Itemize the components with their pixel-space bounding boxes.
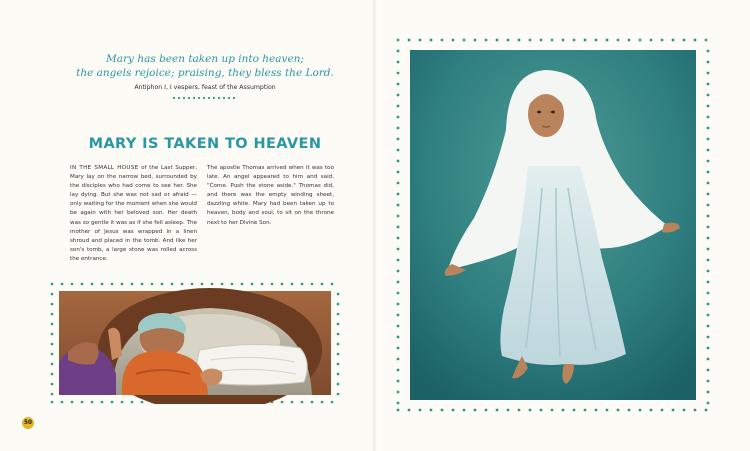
epigraph-source: Antiphon I, I vespers, feast of the Assumption — [134, 84, 276, 91]
epigraph-line-1: Mary has been taken up into heaven; — [106, 53, 304, 65]
chapter-title: MARY IS TAKEN TO HEAVEN — [88, 136, 322, 152]
page-number: 50 — [22, 417, 34, 429]
epigraph — [70, 52, 340, 100]
lead-in: IN THE SMALL HOUSE — [70, 165, 139, 171]
assumption-illustration — [396, 38, 710, 413]
dotted-divider — [172, 96, 238, 100]
body-column-1 — [70, 164, 197, 264]
tomb-illustration — [50, 282, 340, 404]
body-column-1-text: of the Last Supper, Mary lay on the narrow bed, surrounded by the disciples who had come to see her. She lay dying. But she was not sad or afraid — only waiting for the moment when she would be again with her beloved son. Her death was so gentle it was as if she fell asleep. The mother of Jesus was wrapped in a linen shroud and placed in the tomb. And like her son's tomb, a large stone was rolled across the entrance. — [70, 165, 197, 262]
page-gutter — [373, 0, 377, 451]
epigraph-line-2: the angels rejoice; praising, they bless the Lord. — [76, 67, 334, 79]
body-column-2: The apostle Thomas arrived when it was too late. An angel appeared to him and said, "Come. Push the stone aside." Thomas did, and there was the empty winding sheet, dazzling white. Mary had been taken up to heaven, body and soul, to sit on the throne next to her Divine Son. — [207, 165, 334, 226]
